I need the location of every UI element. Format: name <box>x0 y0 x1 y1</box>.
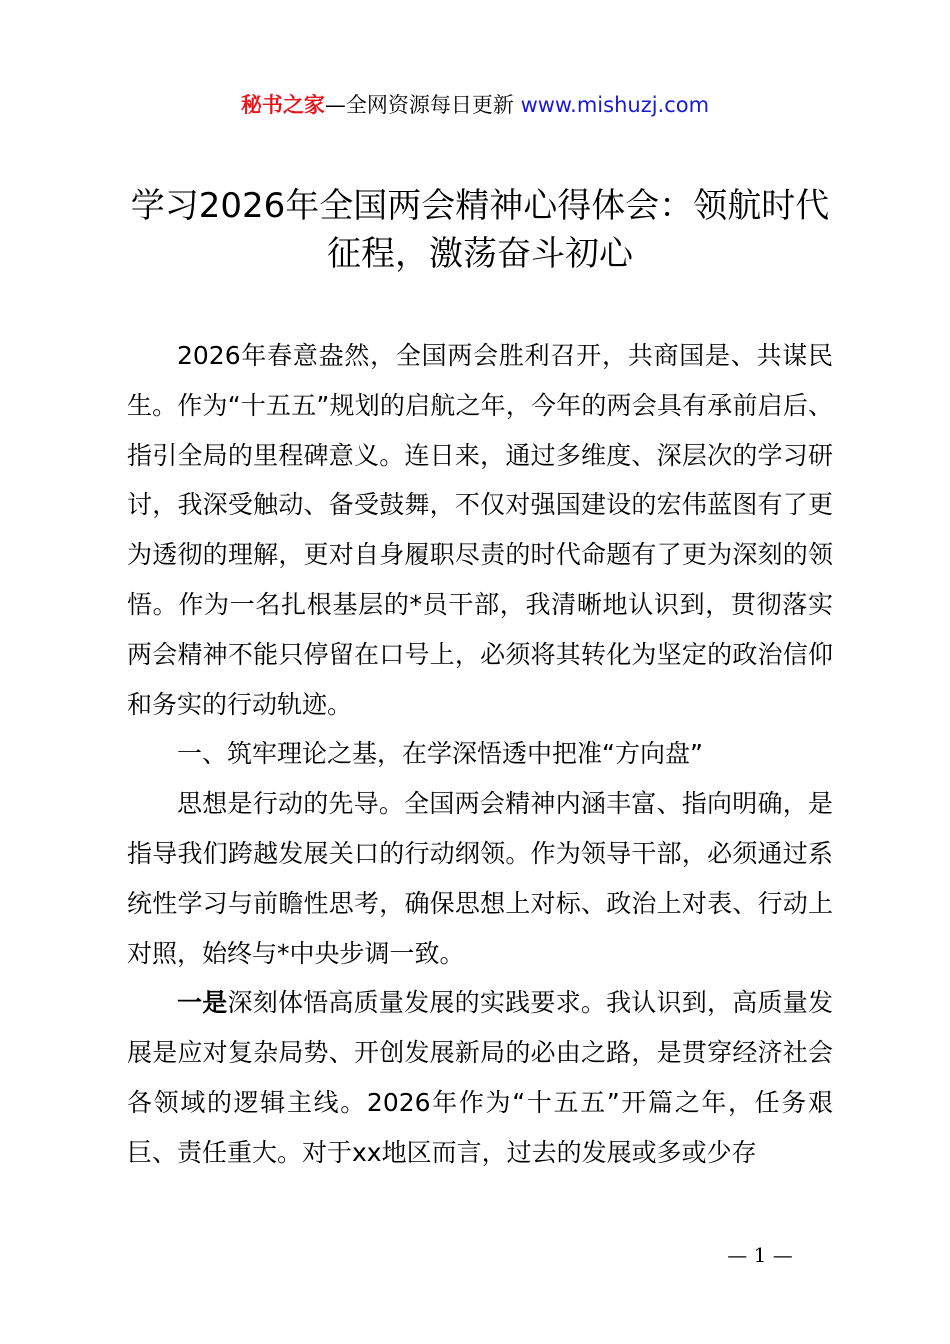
section-one-paragraph: 思想是行动的先导。全国两会精神内涵丰富、指向明确，是指导我们跨越发展关口的行动纲领。作为领导干部，必须通过系统性学习与前瞻性思考，确保思想上对标、政治上对表、行动上对照，始终与*中央步调一致。 <box>127 789 833 968</box>
point-one-paragraph <box>127 978 833 1177</box>
brand-name: 秘书之家 <box>240 93 325 117</box>
site-url-link[interactable]: www.mishuzj.com <box>520 93 710 117</box>
section-heading-one: 一、筑牢理论之基，在学深悟透中把准“方向盘” <box>177 739 703 769</box>
page-number: — 1 — <box>727 1243 793 1267</box>
header-slogan: —全网资源每日更新 <box>324 93 521 117</box>
intro-paragraph: 2026年春意盎然，全国两会胜利召开，共商国是、共谋民生。作为“十五五”规划的启航之年，今年的两会具有承前启后、指引全局的里程碑意义。连日来，通过多维度、深层次的学习研讨，我深受触动、备受鼓舞，不仅对强国建设的宏伟蓝图有了更为透彻的理解，更对自身履职尽责的时代命题有了更为深刻的领悟。作为一名扎根基层的*员干部，我清晰地认识到，贯彻落实两会精神不能只停留在口号上，必须将其转化为坚定的政治信仰和务实的行动轨迹。 <box>127 341 833 719</box>
document-title: 学习2026年全国两会精神心得体会：领航时代征程，激荡奋斗初心 <box>130 186 830 274</box>
document-body <box>127 331 833 1178</box>
point-one-text: 深刻体悟高质量发展的实践要求。我认识到，高质量发展是应对复杂局势、开创发展新局的必由之路，是贯穿经济社会各领域的逻辑主线。2026年作为“十五五”开篇之年，任务艰巨、责任重大。对于xx地区而言，过去的发展或多或少存 <box>127 988 833 1167</box>
point-one-lead: 一是 <box>177 988 228 1018</box>
site-header <box>0 90 950 120</box>
